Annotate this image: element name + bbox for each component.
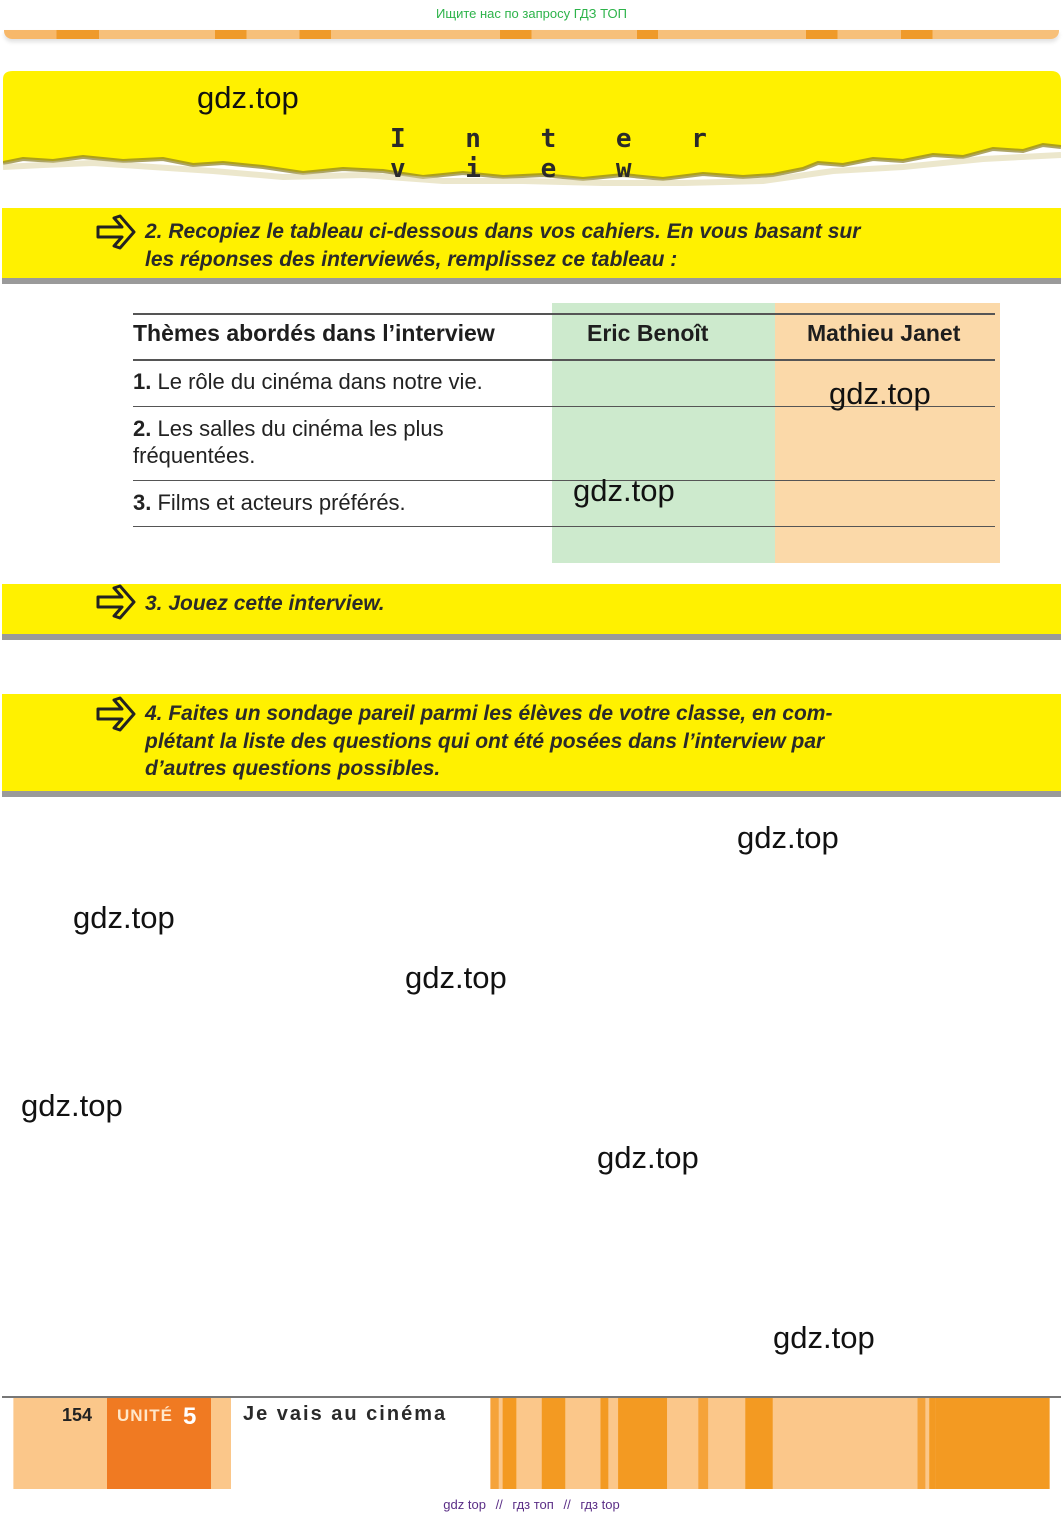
row-text: Films et acteurs préférés. xyxy=(157,490,406,515)
task-2-line-2: les réponses des interviewés, remplissez ce tableau : xyxy=(145,248,678,271)
chapter-title: Je vais au cinéma xyxy=(243,1403,448,1425)
footer-link[interactable]: gdz top xyxy=(443,1497,486,1512)
table-header-rule xyxy=(133,359,995,361)
task-4-line-1: 4. Faites un sondage pareil parmi les élèves de votre classe, en com- xyxy=(145,702,833,725)
watermark: gdz.top xyxy=(773,1320,875,1355)
watermark: gdz.top xyxy=(197,80,299,115)
table-header-mathieu-janet: Mathieu Janet xyxy=(807,320,961,346)
watermark: gdz.top xyxy=(73,900,175,935)
row-number: 3. xyxy=(133,490,152,515)
top-notice: Ищите нас по запросу ГДЗ ТОП xyxy=(436,6,627,21)
watermark: gdz.top xyxy=(573,473,675,508)
footer-separator: // xyxy=(563,1497,571,1512)
task-4-band xyxy=(2,694,1061,797)
task-2-line-1: 2. Recopiez le tableau ci-dessous dans vos cahiers. En vous basant sur xyxy=(145,220,861,243)
task-3-band xyxy=(2,584,1061,640)
footer-separator: // xyxy=(495,1497,503,1512)
watermark: gdz.top xyxy=(405,960,507,995)
table-top-rule xyxy=(133,313,995,315)
unit-label: UNITÉ xyxy=(117,1406,173,1425)
task-3-line-1: 3. Jouez cette interview. xyxy=(145,592,385,615)
row-text-continued: fréquentées. xyxy=(133,443,256,468)
table-row xyxy=(133,415,444,469)
table-row-rule xyxy=(133,480,995,481)
arrow-right-icon xyxy=(94,584,138,620)
table-header-themes: Thèmes abordés dans l’interview xyxy=(133,320,495,346)
table-row xyxy=(133,368,483,395)
row-number: 2. xyxy=(133,416,152,441)
watermark: gdz.top xyxy=(21,1088,123,1123)
table-row xyxy=(133,489,406,516)
page-number: 154 xyxy=(62,1405,93,1425)
watermark: gdz.top xyxy=(829,376,931,411)
footer-link[interactable]: гдз топ xyxy=(512,1497,554,1512)
table-bottom-rule xyxy=(133,526,995,527)
task-2-band xyxy=(2,208,1061,284)
footer-links xyxy=(0,1497,1063,1512)
footer-link[interactable]: гдз top xyxy=(580,1497,620,1512)
task-4-line-3: d’autres questions possibles. xyxy=(145,757,441,780)
arrow-right-icon xyxy=(94,696,138,732)
top-decorative-stripe xyxy=(4,30,1059,39)
row-text: Le rôle du cinéma dans notre vie. xyxy=(157,369,483,394)
row-number: 1. xyxy=(133,369,152,394)
page-title: I n t e r v i e w xyxy=(390,124,729,184)
unit-number: 5 xyxy=(183,1403,197,1430)
row-text: Les salles du cinéma les plus xyxy=(157,416,444,441)
arrow-right-icon xyxy=(94,214,138,250)
table-header-eric-benoit: Eric Benoît xyxy=(587,320,709,346)
task-4-line-2: plétant la liste des questions qui ont été posées dans l’interview par xyxy=(145,730,825,753)
watermark: gdz.top xyxy=(597,1140,699,1175)
watermark: gdz.top xyxy=(737,820,839,855)
